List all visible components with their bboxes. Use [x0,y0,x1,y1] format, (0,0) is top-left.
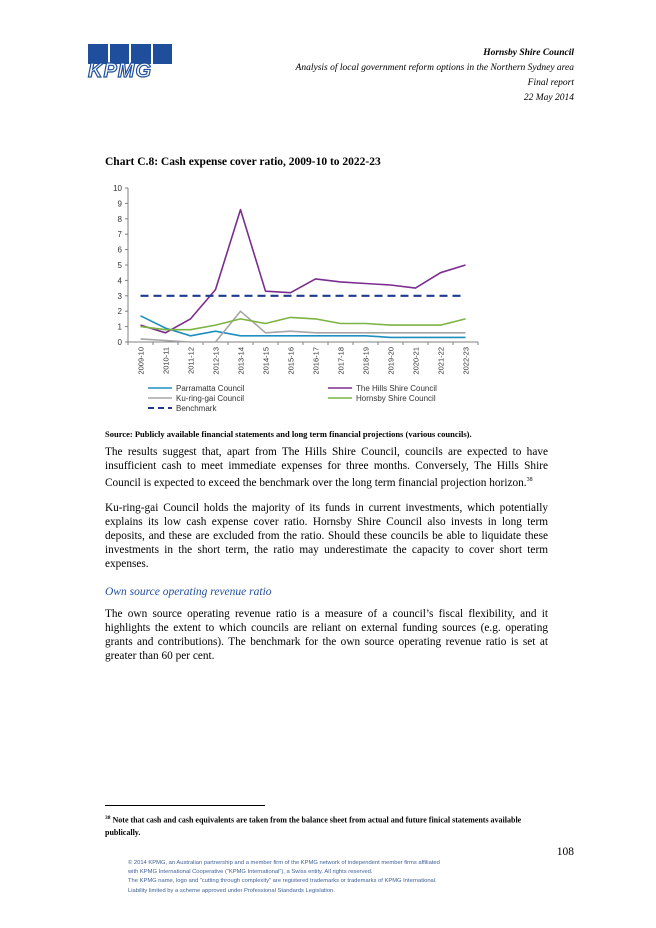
legend-label: Benchmark [176,404,217,413]
x-tick-label: 2010-11 [161,347,171,374]
y-tick-label: 3 [117,291,122,301]
header-date: 22 May 2014 [523,93,574,103]
legal-line-3: The KPMG name, logo and “cutting through complexity” are registered trademarks or trademarks of KPMG International. [128,878,437,885]
x-tick-label: 2021-22 [436,347,446,375]
x-tick-label: 2009-10 [136,347,146,375]
y-tick-label: 5 [117,261,122,270]
series-line [141,210,466,333]
footnote-rule [105,805,265,806]
cash-expense-cover-chart [100,180,490,420]
x-tick-label: 2022-23 [461,347,471,375]
report-header [296,46,574,106]
y-tick-label: 8 [117,214,122,224]
chart-legend [148,384,437,413]
y-tick-label: 1 [117,322,122,332]
legend-label: Parramatta Council [176,384,245,393]
chart-axes [113,184,478,375]
paragraph-results-text: The results suggest that, apart from The Hills Shire Council, councils are expected to have insufficient cash to meet immediate expenses for three months. Conversely, The Hills Shire Council is expected to exceed the benchmark over the long term financial projection horizon. [105,446,548,489]
y-tick-label: 4 [117,276,122,286]
paragraph-own-source: The own source operating revenue ratio is a measure of a council’s fiscal flexibility, and it highlights the extent to which councils are reliant on external funding sources (e.g. operating grants and contributions). The benchmark for the own source operating revenue ratio is set at greater than 60 per cent. [105,608,548,662]
page-number: 108 [556,846,574,858]
legal-line-2: with KPMG International Cooperative (“KPMG International”), a Swiss entity. All rights reserved. [128,869,373,876]
logo-wordmark: KPMG [88,60,152,82]
header-report-type: Final report [527,78,574,88]
chart-title: Chart C.8: Cash expense cover ratio, 2009-10 to 2022-23 [105,156,381,168]
paragraph-results [105,445,548,490]
x-tick-label: 2016-17 [311,347,321,375]
y-tick-label: 7 [117,230,122,240]
y-tick-label: 10 [113,184,122,193]
section-subheading: Own source operating revenue ratio [105,586,272,598]
x-tick-label: 2018-19 [361,347,371,375]
kpmg-logo [88,44,172,82]
legend-label: The Hills Shire Council [356,384,437,393]
legal-line-4: Liability limited by a scheme approved under Professional Standards Legislation. [128,887,335,894]
footnote-number: 38 [105,815,111,821]
y-tick-label: 0 [117,338,122,347]
x-tick-label: 2019-20 [386,347,396,375]
paragraph-kuringgai: Ku-ring-gai Council holds the majority of its funds in current investments, which potentially explains its low cash expense cover ratio. Hornsby Shire Council also invests in long term deposits, and these are excluded from the ratio. Should these councils be able to liquidate these investments in the short term, the ratio may underestimate the capacity to cover short term expenses. [105,502,548,570]
header-report-title: Analysis of local government reform options in the Northern Sydney area [295,63,574,73]
footnote-ref: 38 [526,477,533,483]
y-tick-label: 6 [117,245,122,255]
x-tick-label: 2020-21 [411,347,421,375]
x-tick-label: 2017-18 [336,347,346,375]
x-tick-label: 2012-13 [211,347,221,375]
y-tick-label: 9 [117,199,122,209]
legal-line-1: © 2014 KPMG, an Australian partnership and a member firm of the KPMG network of independent member firms affiliated [128,860,440,866]
footnote [105,812,555,839]
header-org: Hornsby Shire Council [483,48,574,58]
footnote-text: Note that cash and cash equivalents are taken from the balance sheet from actual and future finical statements available publically. [105,815,522,837]
chart-source: Source: Publicly available financial statements and long term financial projections (various councils). [105,429,472,439]
x-tick-label: 2014-15 [261,347,271,375]
legend-label: Hornsby Shire Council [356,394,436,403]
x-tick-label: 2013-14 [236,347,246,375]
x-tick-label: 2011-12 [186,347,196,374]
legend-label: Ku-ring-gai Council [176,394,245,403]
chart-lines [141,210,466,342]
legal-notice [128,859,548,896]
x-tick-label: 2015-16 [286,347,296,375]
y-tick-label: 2 [117,307,122,317]
